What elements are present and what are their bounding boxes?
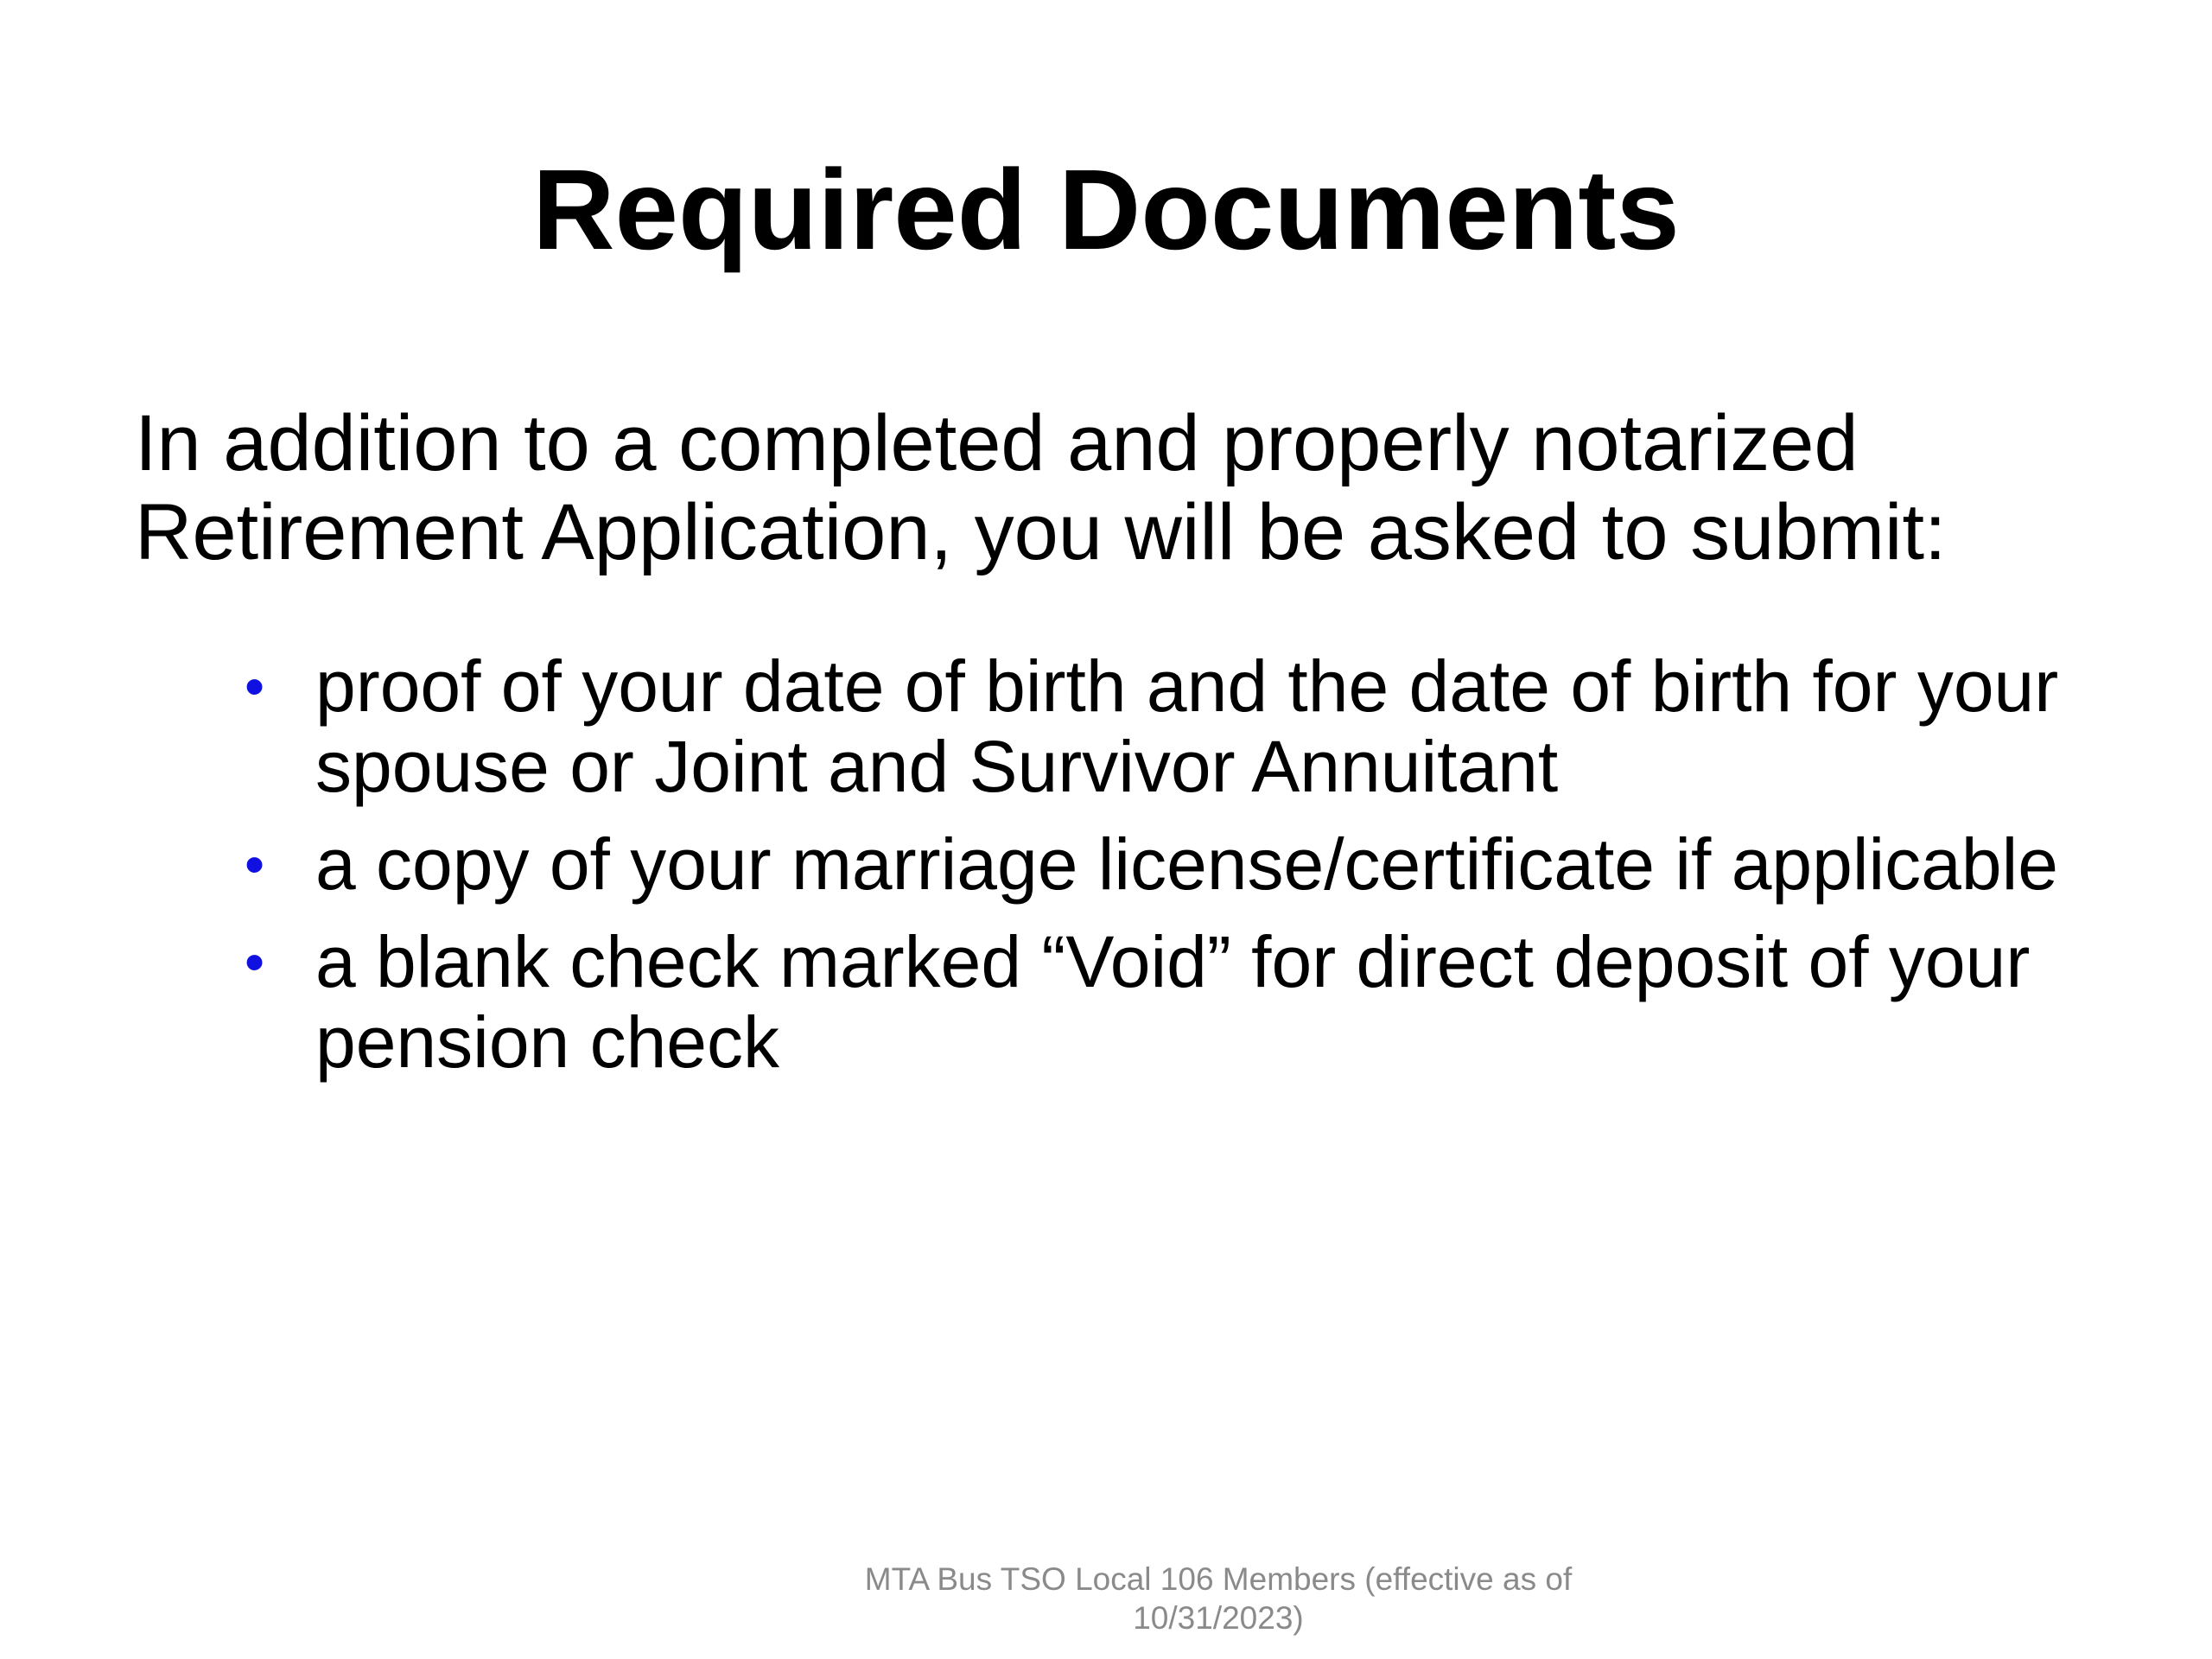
bullet-icon: • — [245, 654, 265, 718]
slide-footer — [830, 1560, 1607, 1637]
intro-line: In addition to a completed and properly notarized — [135, 399, 1859, 487]
list-item-text: a blank check marked “Void” for direct deposit of your pension check — [315, 921, 2031, 1083]
list-item — [0, 922, 2173, 1083]
intro-line: Retirement Application, you will be asked to submit: — [135, 488, 1947, 576]
bullet-icon: • — [245, 832, 265, 896]
footer-line: MTA Bus TSO Local 106 Members (effective as of — [864, 1561, 1573, 1597]
intro-paragraph — [135, 399, 2122, 577]
slide-title: Required Documents — [532, 146, 1680, 273]
footer-line: 10/31/2023) — [1133, 1600, 1304, 1636]
bullet-icon: • — [245, 930, 265, 994]
list-item — [0, 646, 2173, 807]
list-item — [0, 824, 2173, 905]
required-documents-list — [0, 646, 2212, 1100]
list-item-text: proof of your date of birth and the date of birth for your spouse or Joint and Survivor Annuitant — [315, 645, 2059, 807]
list-item-text: a copy of your marriage license/certificate if applicable — [315, 823, 2058, 905]
